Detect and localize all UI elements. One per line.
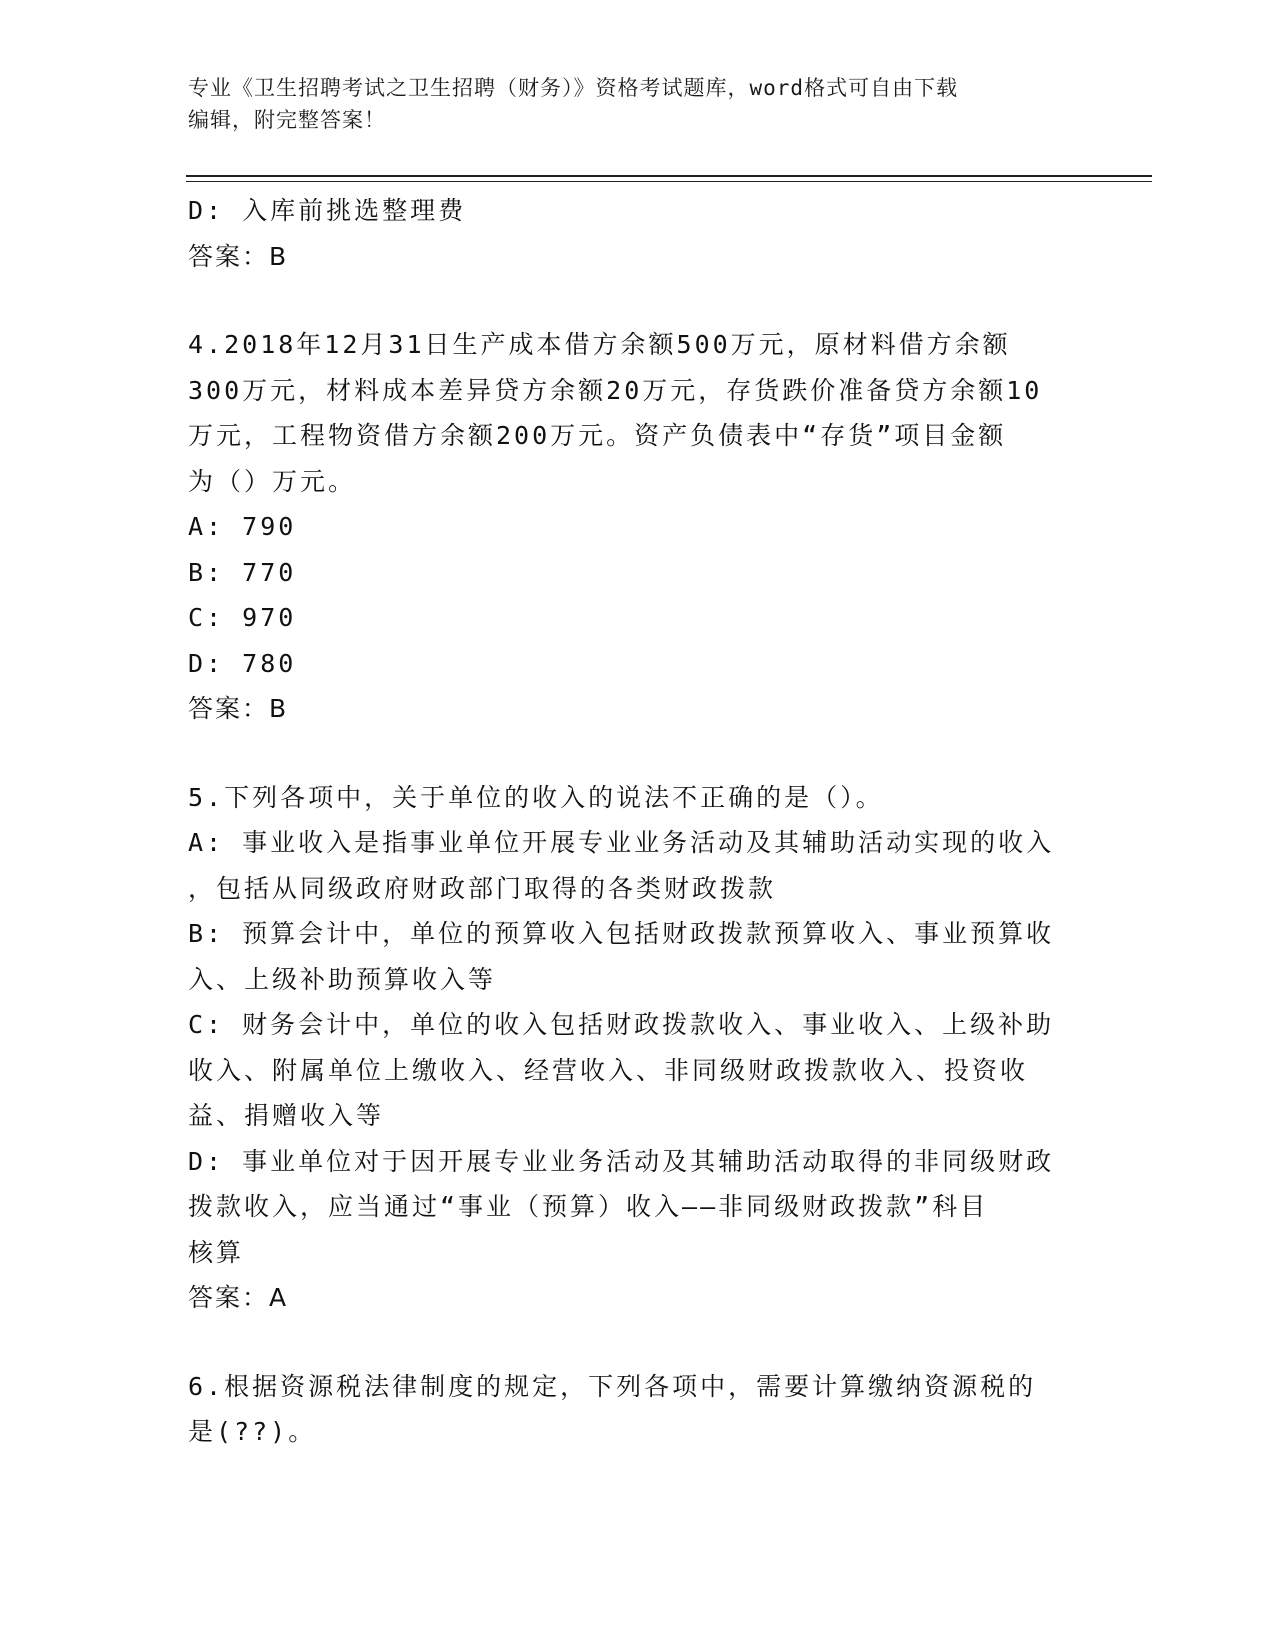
q5-option-d-line: D: 事业单位对于因开展专业业务活动及其辅助活动取得的非同级财政 bbox=[188, 1146, 1055, 1176]
header-line-2: 编辑，附完整答案！ bbox=[188, 108, 386, 132]
q6-stem-line: 是(??)。 bbox=[188, 1417, 317, 1446]
q4-stem-line: 万元，工程物资借方余额200万元。资产负债表中“存货”项目金额 bbox=[188, 421, 1007, 450]
question-content bbox=[188, 188, 1088, 1455]
q3-option-d: D: 入库前挑选整理费 bbox=[188, 196, 467, 225]
q5-option-b-line: B: 预算会计中，单位的预算收入包括财政拨款预算收入、事业预算收 bbox=[188, 919, 1055, 948]
q5-option-c-line: 益、捐赠收入等 bbox=[188, 1101, 385, 1130]
question-5 bbox=[188, 775, 1088, 1321]
q5-answer: 答案：A bbox=[188, 1283, 289, 1312]
header-divider-thick bbox=[186, 175, 1152, 177]
spacer bbox=[188, 732, 1088, 775]
q3-answer: 答案：B bbox=[188, 241, 289, 271]
q5-stem: 5.下列各项中，关于单位的收入的说法不正确的是（）。 bbox=[188, 782, 884, 812]
spacer bbox=[188, 279, 1088, 322]
q5-option-b-line: 入、上级补助预算收入等 bbox=[188, 964, 497, 994]
header-line-1: 专业《卫生招聘考试之卫生招聘（财务）》资格考试题库，word格式可自由下载 bbox=[188, 76, 959, 100]
question-4 bbox=[188, 322, 1088, 732]
q4-stem-line: 300万元，材料成本差异贷方余额20万元，存货跌价准备贷方余额10 bbox=[188, 375, 1043, 405]
q5-option-d-line: 核算 bbox=[188, 1237, 245, 1267]
q4-option-c: C: 970 bbox=[188, 603, 297, 632]
q4-answer: 答案：B bbox=[188, 694, 289, 723]
q4-option-b: B: 770 bbox=[188, 557, 297, 587]
q5-option-c-line: 收入、附属单位上缴收入、经营收入、非同级财政拨款收入、投资收 bbox=[188, 1055, 1029, 1085]
q4-option-d: D: 780 bbox=[188, 648, 297, 678]
q5-option-d-line: 拨款收入，应当通过“事业（预算）收入——非同级财政拨款”科目 bbox=[188, 1192, 989, 1221]
q5-option-a-line: ，包括从同级政府财政部门取得的各类财政拨款 bbox=[188, 873, 777, 903]
header-divider-thin bbox=[186, 181, 1152, 182]
question-6 bbox=[188, 1364, 1088, 1455]
spacer bbox=[188, 1321, 1088, 1364]
q5-option-c-line: C: 财务会计中，单位的收入包括财政拨款收入、事业收入、上级补助 bbox=[188, 1010, 1055, 1039]
q5-option-a-line: A: 事业收入是指事业单位开展专业业务活动及其辅助活动实现的收入 bbox=[188, 828, 1055, 857]
q4-stem-line: 为（）万元。 bbox=[188, 466, 357, 496]
q4-stem-line: 4.2018年12月31日生产成本借方余额500万元，原材料借方余额 bbox=[188, 330, 1011, 359]
q6-stem-line: 6.根据资源税法律制度的规定，下列各项中，需要计算缴纳资源税的 bbox=[188, 1371, 1037, 1401]
q4-option-a: A: 790 bbox=[188, 512, 297, 541]
page-header bbox=[188, 72, 1068, 136]
